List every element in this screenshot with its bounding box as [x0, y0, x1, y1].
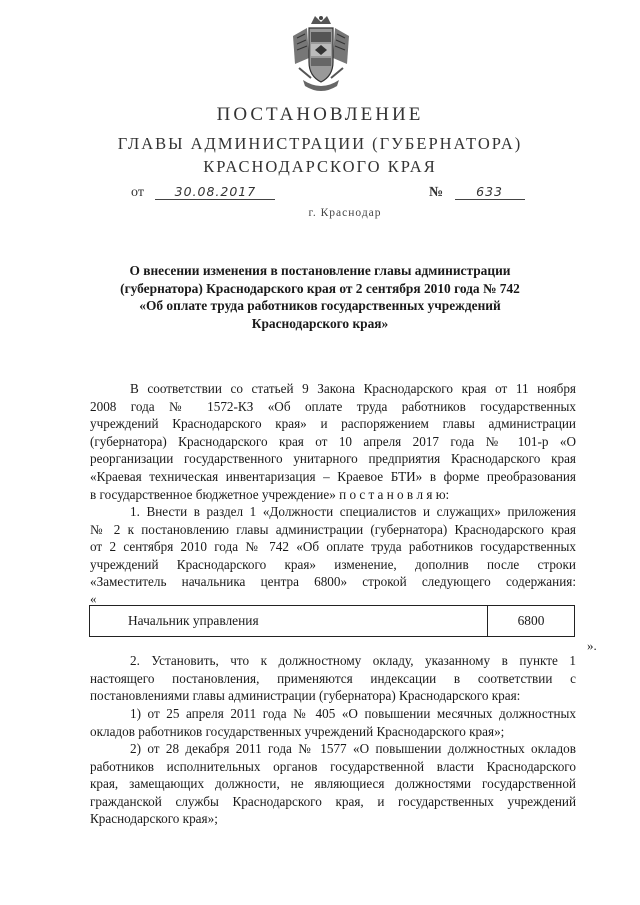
text-line: Краснодарского края»;: [90, 811, 218, 827]
number-label: №: [429, 185, 444, 200]
text-line: в государственное бюджетное учреждение» п о с т а н о в л я ю:: [90, 486, 450, 502]
text-line: 1) от 25 апреля 2011 года № 405 «О повышении месячных должностных: [130, 706, 576, 721]
document-type-heading: ПОСТАНОВЛЕНИЕ: [216, 104, 424, 125]
position-cell: Начальник управления: [90, 606, 488, 636]
krasnodar-coat-of-arms-icon: [289, 14, 353, 94]
item-2-paragraph: [90, 652, 576, 705]
text-line: края, замещающих должности, не являющиеся должностями государственной: [90, 776, 576, 792]
date-block: [131, 184, 275, 201]
text-line: учреждений Краснодарского края» изменение, дополнив после строки: [90, 556, 576, 572]
text-line: 2. Установить, что к должностному окладу, указанному в пункте 1: [130, 653, 576, 668]
text-line: «Краевая техническая инвентаризация – Краевое БТИ» в форме преобразования: [90, 468, 576, 484]
text-line: настоящего постановления, применяются индексации в соответствии с: [90, 670, 576, 686]
region-heading: КРАСНОДАРСКОГО КРАЯ: [203, 157, 437, 176]
text-line: окладов работников государственных учреждений Краснодарского края»;: [90, 723, 505, 739]
text-line: № 2 к постановлению главы администрации (губернатора) Краснодарского края: [90, 521, 576, 537]
text-line: 2) от 28 декабря 2011 года № 1577 «О повышении должностных окладов: [130, 741, 576, 756]
text-line: работников исполнительных органов государственной власти Краснодарского: [90, 758, 576, 774]
item-1-paragraph: [90, 503, 576, 591]
text-line: (губернатора) Краснодарского края от 10 апреля 2017 года № 101-р «О: [90, 433, 576, 449]
text-line: от 2 сентября 2010 года № 742 «Об оплате труда работников государственных: [90, 539, 576, 555]
title-line: Краснодарского края»: [251, 316, 389, 332]
subitem-2-paragraph: [90, 740, 576, 828]
title-line: «Об оплате труда работников государственных учреждений: [139, 298, 501, 314]
date-label: от: [131, 185, 144, 200]
handwritten-date: 30.08.2017: [155, 184, 275, 200]
text-line: постановлениями главы администрации (губернатора) Краснодарского края:: [90, 688, 521, 704]
text-line: учреждений Краснодарского края» и распоряжением главы администрации: [90, 416, 576, 432]
text-line: реорганизации государственного унитарного предприятия Краснодарского края: [90, 451, 576, 467]
text-line: 1. Внести в раздел 1 «Должности специалистов и служащих» приложения: [130, 504, 576, 519]
document-title: [100, 262, 540, 333]
text-line: 2008 года № 1572-КЗ «Об оплате труда работников государственных: [90, 398, 576, 414]
subitem-1-paragraph: [90, 705, 576, 740]
title-line: О внесении изменения в постановление главы администрации: [129, 263, 511, 278]
number-block: [429, 184, 525, 201]
handwritten-number: 633: [455, 184, 525, 200]
title-line: (губернатора) Краснодарского края от 2 сентября 2010 года № 742: [120, 280, 520, 296]
text-line: гражданской службы Краснодарского края, и государственных учреждений: [90, 793, 576, 809]
value-cell: 6800: [517, 613, 545, 628]
issuer-heading: ГЛАВЫ АДМИНИСТРАЦИИ (ГУБЕРНАТОРА): [117, 134, 523, 153]
open-quote: «: [90, 591, 97, 606]
preamble-paragraph: [90, 380, 576, 503]
text-line: В соответствии со статьей 9 Закона Краснодарского края от 11 ноября: [130, 381, 576, 396]
text-line: «Заместитель начальника центра 6800» строкой следующего содержания:: [90, 574, 576, 590]
city-label: г. Краснодар: [308, 207, 382, 219]
close-quote: ».: [587, 638, 597, 653]
position-table: [89, 605, 575, 637]
